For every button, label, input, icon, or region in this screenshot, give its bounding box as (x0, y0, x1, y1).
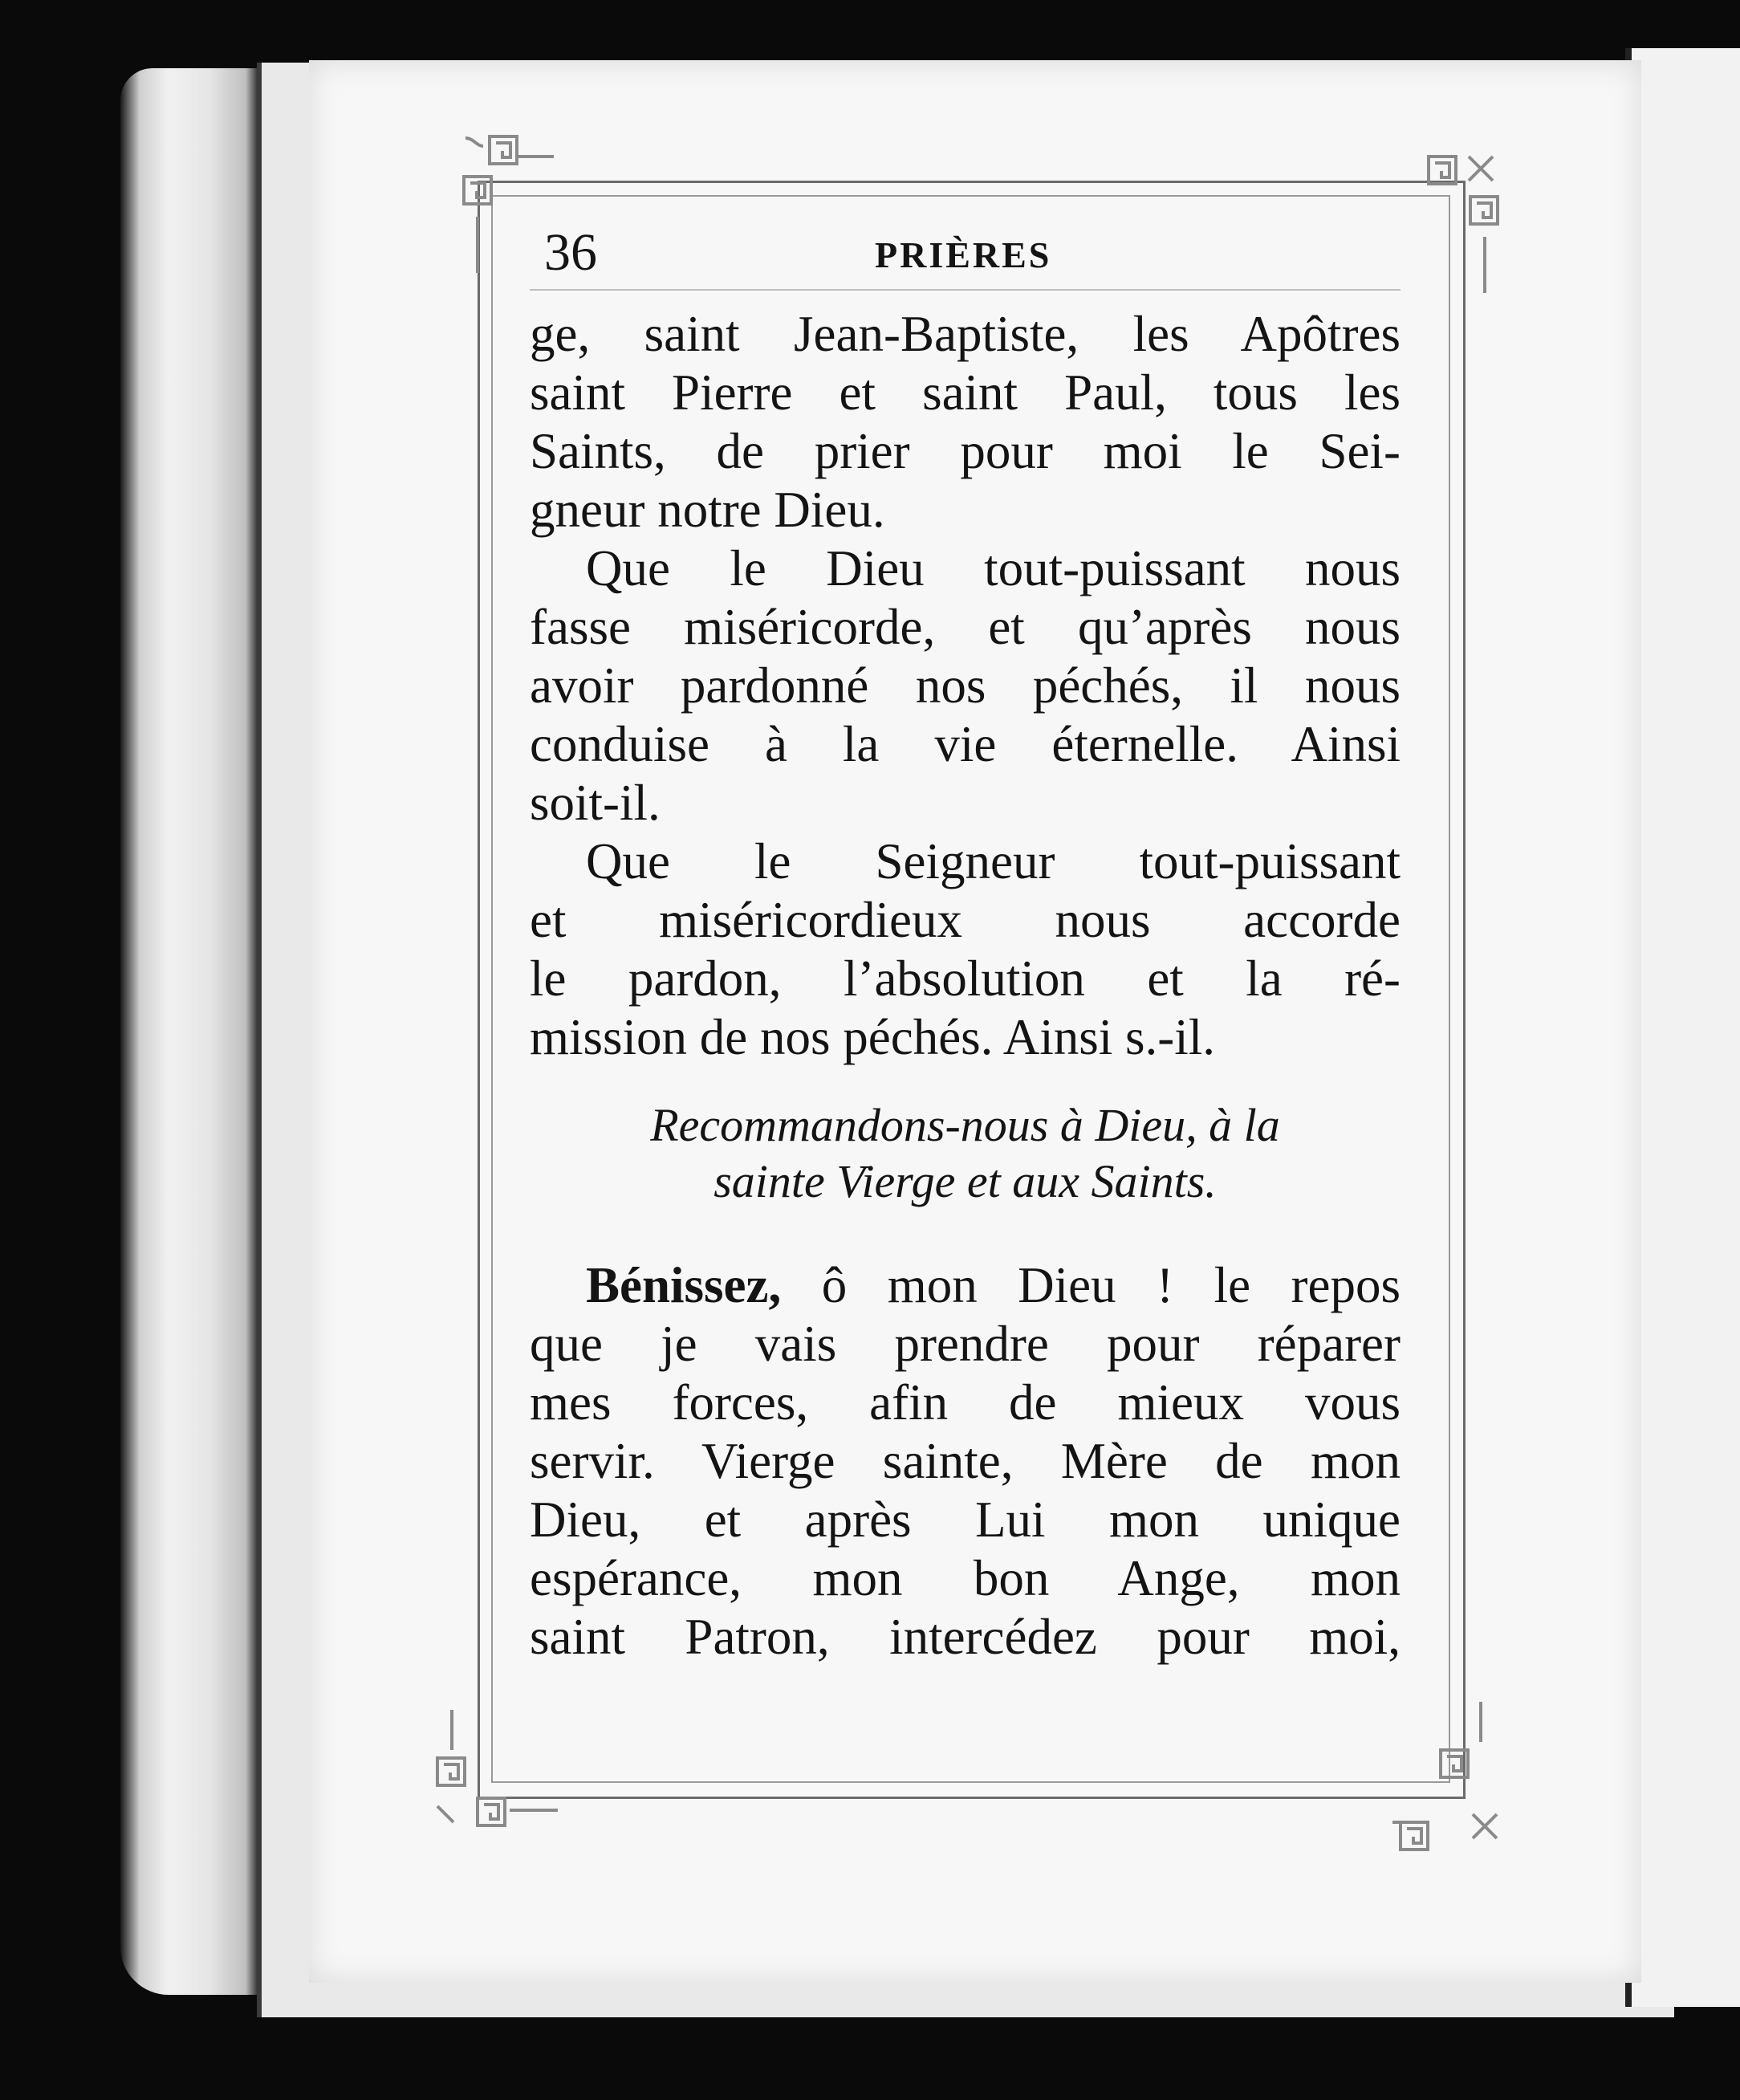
text-line: et miséricordieux nous accorde (530, 892, 1401, 948)
section-heading-line: sainte Vierge et aux Saints. (713, 1155, 1217, 1207)
text-line: avoir pardonné nos péchés, il nous (530, 657, 1401, 714)
page-number: 36 (544, 223, 597, 282)
running-title: PRIÈRES (875, 234, 1052, 275)
section-heading-line: Recommandons-nous à Dieu, à la (650, 1099, 1280, 1151)
facing-page-edge (1625, 48, 1740, 2007)
text-line: conduise à la vie éternelle. Ainsi (530, 716, 1401, 772)
text-line: gneur notre Dieu. (530, 482, 885, 538)
text-line: saint Patron, intercédez pour moi, (530, 1609, 1401, 1665)
text-line: que je vais prendre pour réparer (530, 1316, 1401, 1372)
section-heading (530, 1097, 1401, 1210)
text-line (530, 1256, 1401, 1315)
page-header (530, 217, 1401, 291)
text-line: Que le Seigneur tout-puissant (586, 833, 1401, 889)
text-line: mission de nos péchés. Ainsi s.-il. (530, 1009, 1215, 1065)
text-line: Dieu, et après Lui mon unique (530, 1492, 1401, 1548)
text-line: espérance, mon bon Ange, mon (530, 1550, 1401, 1606)
paragraph (530, 305, 1401, 539)
paragraph (530, 539, 1401, 832)
page-text-block (530, 217, 1401, 1667)
lead-line-rest: ô mon Dieu ! le repos (781, 1257, 1401, 1313)
paragraph (530, 832, 1401, 1067)
corner-ornament-bottom-right-icon (1392, 1702, 1513, 1854)
text-line: fasse miséricorde, et qu’après nous (530, 599, 1401, 655)
text-line: Saints, de prier pour moi le Sei- (530, 423, 1401, 479)
lead-word: Bénissez, (586, 1257, 782, 1313)
text-line: le pardon, l’absolution et la ré- (530, 950, 1401, 1007)
text-line: ge, saint Jean-Baptiste, les Apôtres (530, 306, 1401, 362)
corner-ornament-bottom-left-icon (429, 1710, 558, 1846)
text-line: saint Pierre et saint Paul, tous les (530, 364, 1401, 421)
text-line: soit-il. (530, 775, 661, 831)
text-line: mes forces, afin de mieux vous (530, 1374, 1401, 1431)
corner-ornament-top-right-icon (1396, 149, 1509, 309)
text-line: servir. Vierge sainte, Mère de mon (530, 1433, 1401, 1489)
paragraph (530, 1256, 1401, 1667)
text-line: Que le Dieu tout-puissant nous (586, 540, 1401, 596)
